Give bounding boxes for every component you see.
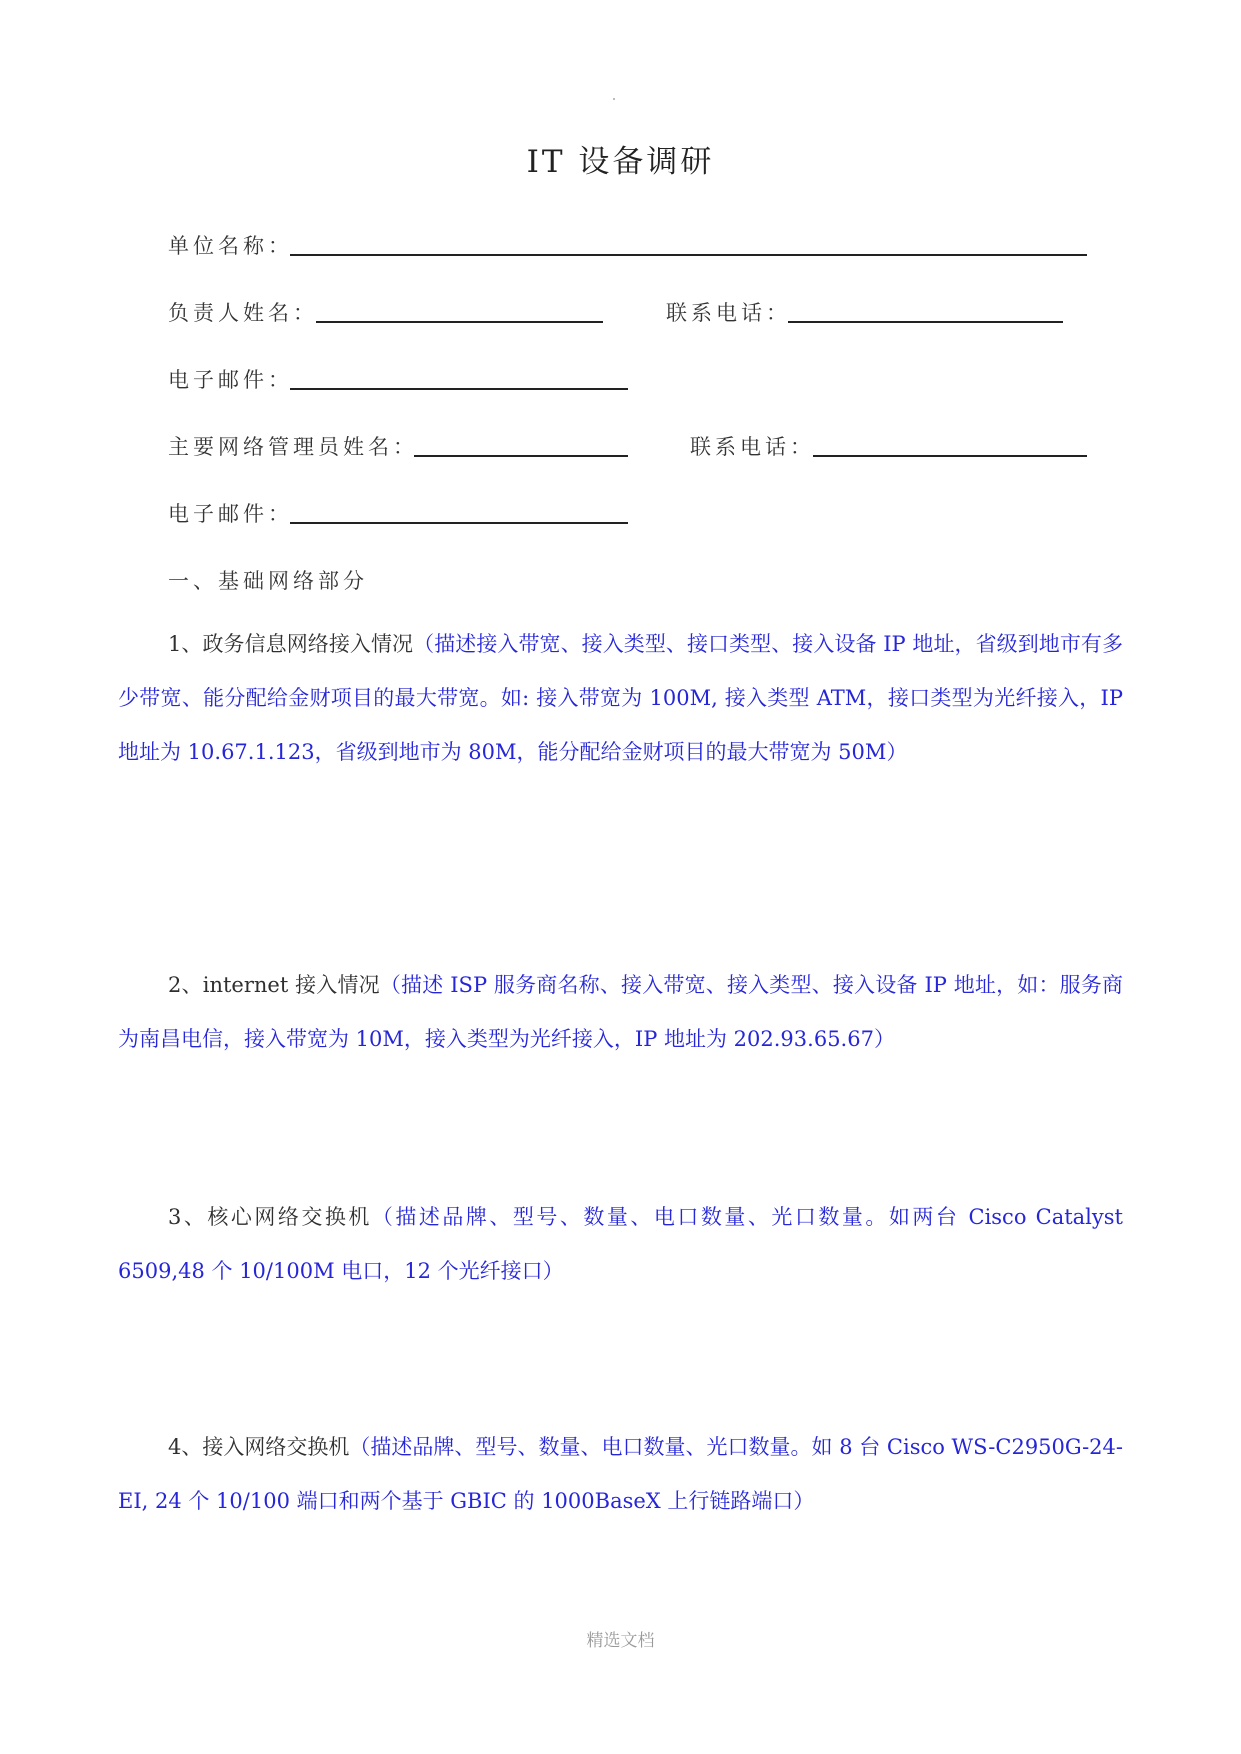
item-3-description: （描述品牌、型号、数量、电口数量、光口数量。如两台 Cisco Catalyst 6509,48 个 10/100M 电口，12 个光纤接口） [118,1205,1123,1283]
email-label-1: 电子邮件： [168,368,293,392]
item-4 [118,1420,1123,1528]
email-field-2[interactable] [290,522,628,524]
item-4-label: 4、接入网络交换机 [168,1435,350,1459]
footer-text: 精选文档 [586,1631,655,1651]
network-admin-field[interactable] [414,455,628,457]
phone-field-1[interactable] [788,321,1063,323]
unit-name-label: 单位名称： [168,234,293,258]
network-admin-label: 主要网络管理员姓名： [168,435,418,459]
item-1-description: （描述接入带宽、接入类型、接口类型、接入设备 IP 地址，省级到地市有多少带宽、能分配给金财项目的最大带宽。如: 接入带宽为 100M, 接入类型 ATM，接口类型为光纤接入，IP 地址为 10.67.1.123，省级到地市为 80M，能分配给金财项目的最大带宽为 50M） [118,632,1123,764]
email-field-1[interactable] [290,388,628,390]
phone-label-2: 联系电话： [690,435,815,459]
item-2-description: （描述 ISP 服务商名称、接入带宽、接入类型、接入设备 IP 地址，如：服务商为南昌电信，接入带宽为 10M，接入类型为光纤接入，IP 地址为 202.93.65.67） [118,973,1124,1051]
person-in-charge-label: 负责人姓名： [168,301,318,325]
item-3 [118,1190,1123,1298]
item-3-label: 3、核心网络交换机 [168,1205,372,1229]
email-label-2: 电子邮件： [168,502,293,526]
item-2 [118,958,1123,1066]
header-dot [613,98,615,100]
person-in-charge-field[interactable] [316,321,603,323]
section-heading: 一、基础网络部分 [168,569,368,593]
item-4-description: （描述品牌、型号、数量、电口数量、光口数量。如 8 台 Cisco WS-C2950G-24-EI, 24 个 10/100 端口和两个基于 GBIC 的 1000BaseX 上行链路端口） [118,1435,1123,1513]
unit-name-field[interactable] [290,254,1087,256]
page-title: IT 设备调研 [526,144,715,180]
item-1-label: 1、政务信息网络接入情况 [168,632,414,656]
phone-field-2[interactable] [813,455,1087,457]
item-2-label: 2、internet 接入情况 [168,973,380,997]
item-1 [118,617,1123,779]
phone-label-1: 联系电话： [666,301,791,325]
